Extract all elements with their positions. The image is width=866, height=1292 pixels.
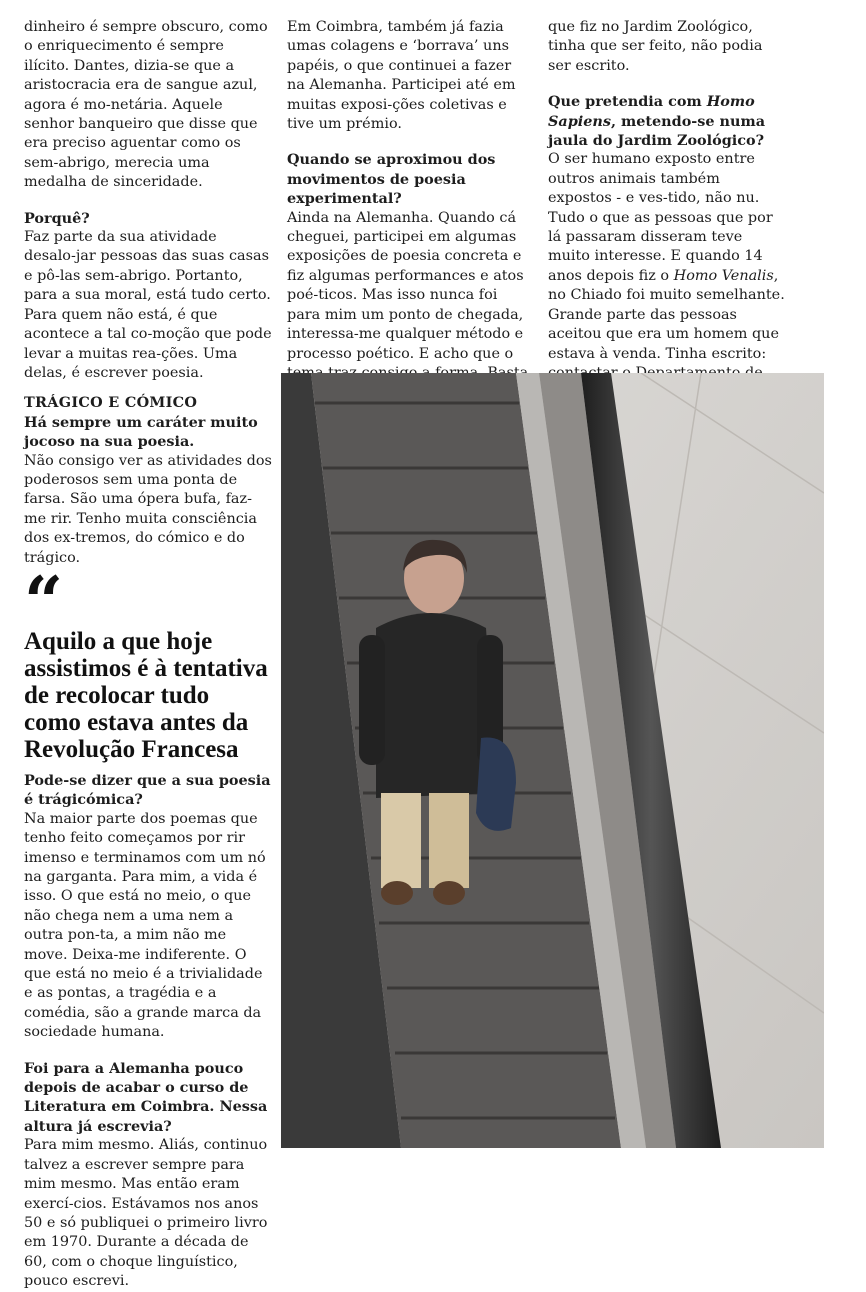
man-right-shoe: [433, 881, 465, 905]
paragraph: que fiz no Jardim Zoológico, tinha que ser feito, não podia ser escrito.: [548, 19, 763, 74]
section-heading: TRÁGICO E CÓMICO: [24, 394, 198, 412]
interview-question: Porquê?: [24, 209, 90, 227]
article-column-left: [24, 18, 272, 1292]
answer-text: O ser humano exposto entre outros animais também expostos - e ves-tido, não nu. Tudo o que as pessoas que por lá passaram disseram teve muito interesse. E quando 14 anos depois fiz o: [548, 151, 773, 284]
interview-answer: Não consigo ver as atividades dos poderosos sem uma ponta de farsa. São uma ópera bufa, faz-me rir. Tenho muita consciência dos ex-tremos, do cómico e do trágico.: [24, 452, 272, 566]
answer-italic-title: Homo Venalis: [673, 267, 774, 284]
escalator-photo: [281, 373, 824, 1148]
interview-answer: Ainda na Alemanha. Quando cá cheguei, participei em algumas exposições de poesia concreta e fiz algumas performances e atos poé-ticos. Mas isso nunca foi para mim um ponto de chegada, interessa-me qualquer método e processo poético. E acho que o: [287, 209, 524, 362]
interview-answer: Faz parte da sua atividade desalo-jar pessoas das suas casas e pô-las sem-abrigo. Portanto, para a sua moral, está tudo certo. Para quem não está, é que acontece a tal co-moção que pode levar a muitas rea-ções. Uma delas, é escrever poesia.: [24, 229, 272, 381]
article-column-middle: [287, 18, 532, 403]
interview-question: Há sempre um caráter muito jocoso na sua poesia.: [24, 413, 258, 451]
answer-text: , no Chiado foi muito semelhante. Grande parte das pessoas aceitou que era um homem que estava à venda. Tinha escrito:: [548, 267, 785, 362]
interview-question: Foi para a Alemanha pouco depois de acabar o curso de Literatura em Coimbra. Nessa altura já escrevia?: [24, 1059, 268, 1135]
man-left-leg: [381, 793, 421, 888]
question-italic-title: Homo Sapiens: [548, 93, 755, 130]
man-left-arm: [359, 635, 385, 765]
pull-quote: Aquilo a que hoje assistimos é à tentativa de recolocar tudo como estava antes da Revolução Francesa: [24, 627, 268, 763]
question-text: , metendo-se numa jaula do Jardim Zoológico?: [548, 112, 766, 150]
interview-answer: Na maior parte dos poemas que tenho feito começamos por rir imenso e terminamos com um nó na garganta. Para mim, a vida é isso. O que está no meio, o que não chega nem a uma nem a outra pon-ta, a mim não me move. Deixa-me indiferente. O que está no meio é a trivialidade e as pontas, a tragédia e a comédia, são a grande marca da sociedade humana.: [24, 810, 266, 1041]
interview-question: Pode-se dizer que a sua poesia é trágicómica?: [24, 771, 271, 809]
man-bag: [476, 738, 516, 831]
quote-mark-icon: “: [24, 561, 64, 642]
interview-answer: Para mim mesmo. Aliás, continuo talvez a escrever sempre para mim mesmo. Mas então eram exercí-cios. Estávamos nos anos 50 e só publiquei o primeiro livro em 1970. Durante a década de 60, com o choque linguístico, pouco escrevi.: [24, 1137, 268, 1290]
man-right-leg: [429, 793, 469, 888]
interview-question: Quando se aproximou dos movimentos de poesia experimental?: [287, 151, 496, 208]
man-left-shoe: [381, 881, 413, 905]
interview-question: [548, 92, 788, 150]
question-text: Que pretendia com: [548, 93, 707, 111]
article-column-right: [548, 18, 788, 422]
paragraph: Em Coimbra, também já fazia umas colagens e ‘borrava’ uns papéis, o que continuei a fazer na Alemanha. Participei até em muitas exposi-ções coletivas e tive um prémio.: [287, 19, 516, 133]
paragraph: dinheiro é sempre obscuro, como o enriquecimento é sempre ilícito. Dantes, dizia-se que a aristocracia era de sangue azul, agora é mo-netária. Aquele senhor banqueiro que disse que era preciso aguentar como os sem-abrigo, merecia uma medalha de sinceridade.: [24, 19, 268, 191]
